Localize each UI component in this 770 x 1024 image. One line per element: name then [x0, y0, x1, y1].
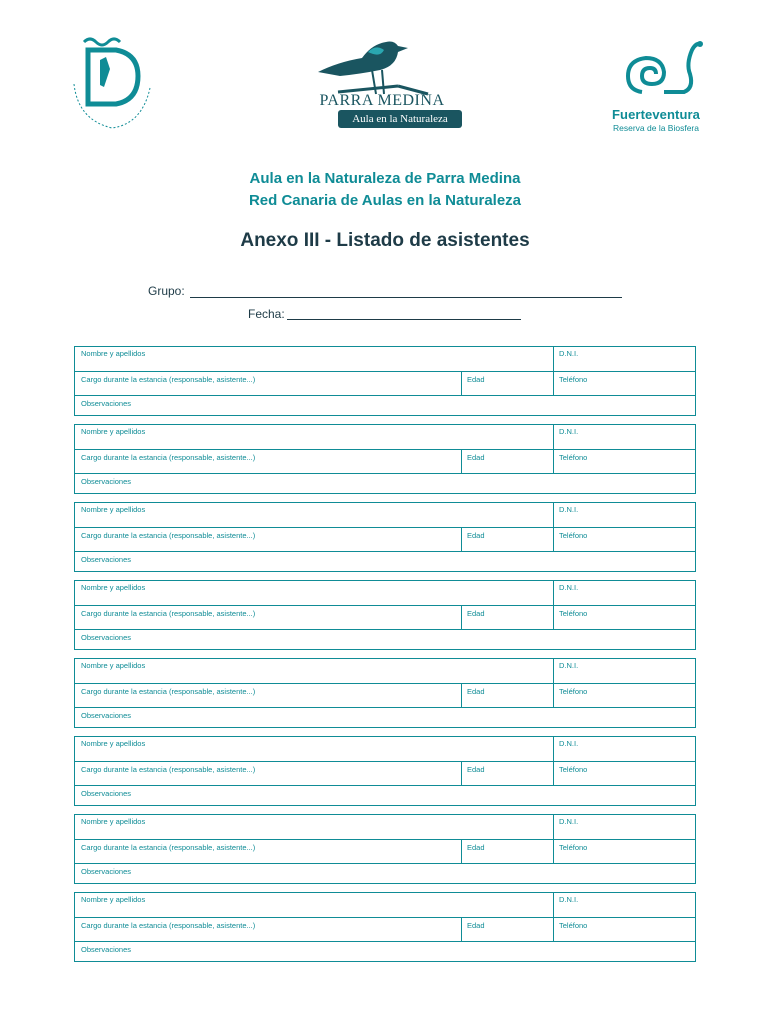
- parra-medina-tagline: Aula en la Naturaleza: [338, 110, 462, 128]
- parra-medina-brand: PARRA MEDINA: [319, 92, 445, 109]
- divider: [553, 893, 554, 917]
- observaciones-field[interactable]: Observaciones: [81, 633, 132, 642]
- divider: [553, 761, 554, 785]
- attendee-record: [74, 346, 696, 416]
- divider: [553, 371, 554, 395]
- row-nombre-dni: [75, 581, 695, 606]
- divider: [461, 449, 462, 473]
- divider: [553, 347, 554, 371]
- dni-field[interactable]: D.N.I.: [559, 505, 579, 514]
- dni-field[interactable]: D.N.I.: [559, 895, 579, 904]
- cargo-field[interactable]: Cargo durante la estancia (responsable, asistente...): [81, 921, 256, 930]
- row-cargo-edad-telefono: [75, 683, 695, 708]
- divider: [461, 527, 462, 551]
- attendee-record: [74, 424, 696, 494]
- divider: [553, 425, 554, 449]
- row-cargo-edad-telefono: [75, 527, 695, 552]
- dni-field[interactable]: D.N.I.: [559, 661, 579, 670]
- subtitle-red: Red Canaria de Aulas en la Naturaleza: [248, 192, 522, 209]
- row-cargo-edad-telefono: [75, 371, 695, 396]
- edad-field[interactable]: Edad: [467, 531, 485, 540]
- fuerteventura-brand: Fuerteventura: [612, 107, 700, 122]
- edad-field[interactable]: Edad: [467, 765, 485, 774]
- divider: [553, 683, 554, 707]
- row-cargo-edad-telefono: [75, 761, 695, 786]
- edad-field[interactable]: Edad: [467, 921, 485, 930]
- edad-field[interactable]: Edad: [467, 453, 485, 462]
- attendee-record: [74, 580, 696, 650]
- edad-field[interactable]: Edad: [467, 609, 485, 618]
- dni-field[interactable]: D.N.I.: [559, 349, 579, 358]
- attendee-record: [74, 658, 696, 728]
- attendee-record: [74, 736, 696, 806]
- row-nombre-dni: [75, 893, 695, 918]
- row-cargo-edad-telefono: [75, 917, 695, 942]
- observaciones-field[interactable]: Observaciones: [81, 711, 132, 720]
- divider: [553, 503, 554, 527]
- telefono-field[interactable]: Teléfono: [559, 765, 588, 774]
- row-nombre-dni: [75, 659, 695, 684]
- divider: [553, 659, 554, 683]
- row-cargo-edad-telefono: [75, 605, 695, 630]
- telefono-field[interactable]: Teléfono: [559, 687, 588, 696]
- dni-field[interactable]: D.N.I.: [559, 427, 579, 436]
- cargo-field[interactable]: Cargo durante la estancia (responsable, asistente...): [81, 765, 256, 774]
- divider: [461, 917, 462, 941]
- nombre-field[interactable]: Nombre y apellidos: [81, 739, 146, 748]
- nombre-field[interactable]: Nombre y apellidos: [81, 427, 146, 436]
- divider: [553, 917, 554, 941]
- grupo-label: Grupo:: [148, 284, 185, 298]
- telefono-field[interactable]: Teléfono: [559, 531, 588, 540]
- row-cargo-edad-telefono: [75, 449, 695, 474]
- nombre-field[interactable]: Nombre y apellidos: [81, 505, 146, 514]
- dni-field[interactable]: D.N.I.: [559, 583, 579, 592]
- attendee-list: [74, 346, 696, 970]
- dni-field[interactable]: D.N.I.: [559, 739, 579, 748]
- grupo-field[interactable]: [190, 297, 622, 298]
- row-cargo-edad-telefono: [75, 839, 695, 864]
- cargo-field[interactable]: Cargo durante la estancia (responsable, asistente...): [81, 375, 256, 384]
- observaciones-field[interactable]: Observaciones: [81, 945, 132, 954]
- divider: [553, 815, 554, 839]
- observaciones-field[interactable]: Observaciones: [81, 555, 132, 564]
- divider: [553, 605, 554, 629]
- telefono-field[interactable]: Teléfono: [559, 921, 588, 930]
- nombre-field[interactable]: Nombre y apellidos: [81, 817, 146, 826]
- telefono-field[interactable]: Teléfono: [559, 375, 588, 384]
- dni-field[interactable]: D.N.I.: [559, 817, 579, 826]
- nombre-field[interactable]: Nombre y apellidos: [81, 349, 146, 358]
- cargo-field[interactable]: Cargo durante la estancia (responsable, asistente...): [81, 843, 256, 852]
- row-nombre-dni: [75, 347, 695, 372]
- nombre-field[interactable]: Nombre y apellidos: [81, 661, 146, 670]
- fecha-field[interactable]: [287, 319, 521, 320]
- divider: [461, 761, 462, 785]
- cargo-field[interactable]: Cargo durante la estancia (responsable, asistente...): [81, 531, 256, 540]
- divider: [553, 737, 554, 761]
- attendee-record: [74, 502, 696, 572]
- divider: [553, 581, 554, 605]
- edad-field[interactable]: Edad: [467, 375, 485, 384]
- divider: [461, 683, 462, 707]
- cargo-field[interactable]: Cargo durante la estancia (responsable, asistente...): [81, 453, 256, 462]
- attendee-record: [74, 892, 696, 962]
- fecha-label: Fecha:: [248, 307, 285, 321]
- divider: [461, 839, 462, 863]
- row-nombre-dni: [75, 815, 695, 840]
- observaciones-field[interactable]: Observaciones: [81, 867, 132, 876]
- nombre-field[interactable]: Nombre y apellidos: [81, 895, 146, 904]
- edad-field[interactable]: Edad: [467, 687, 485, 696]
- cabildo-logo: [66, 34, 156, 134]
- observaciones-field[interactable]: Observaciones: [81, 477, 132, 486]
- cargo-field[interactable]: Cargo durante la estancia (responsable, asistente...): [81, 687, 256, 696]
- row-nombre-dni: [75, 425, 695, 450]
- attendee-record: [74, 814, 696, 884]
- divider: [461, 371, 462, 395]
- telefono-field[interactable]: Teléfono: [559, 609, 588, 618]
- page-title: Anexo III - Listado de asistentes: [240, 230, 530, 251]
- row-nombre-dni: [75, 737, 695, 762]
- telefono-field[interactable]: Teléfono: [559, 453, 588, 462]
- observaciones-field[interactable]: Observaciones: [81, 789, 132, 798]
- divider: [461, 605, 462, 629]
- divider: [553, 527, 554, 551]
- nombre-field[interactable]: Nombre y apellidos: [81, 583, 146, 592]
- fuerteventura-tagline: Reserva de la Biosfera: [613, 123, 699, 133]
- cargo-field[interactable]: Cargo durante la estancia (responsable, asistente...): [81, 609, 256, 618]
- row-nombre-dni: [75, 503, 695, 528]
- observaciones-field[interactable]: Observaciones: [81, 399, 132, 408]
- edad-field[interactable]: Edad: [467, 843, 485, 852]
- telefono-field[interactable]: Teléfono: [559, 843, 588, 852]
- divider: [553, 449, 554, 473]
- subtitle-aula: Aula en la Naturaleza de Parra Medina: [249, 170, 521, 187]
- divider: [553, 839, 554, 863]
